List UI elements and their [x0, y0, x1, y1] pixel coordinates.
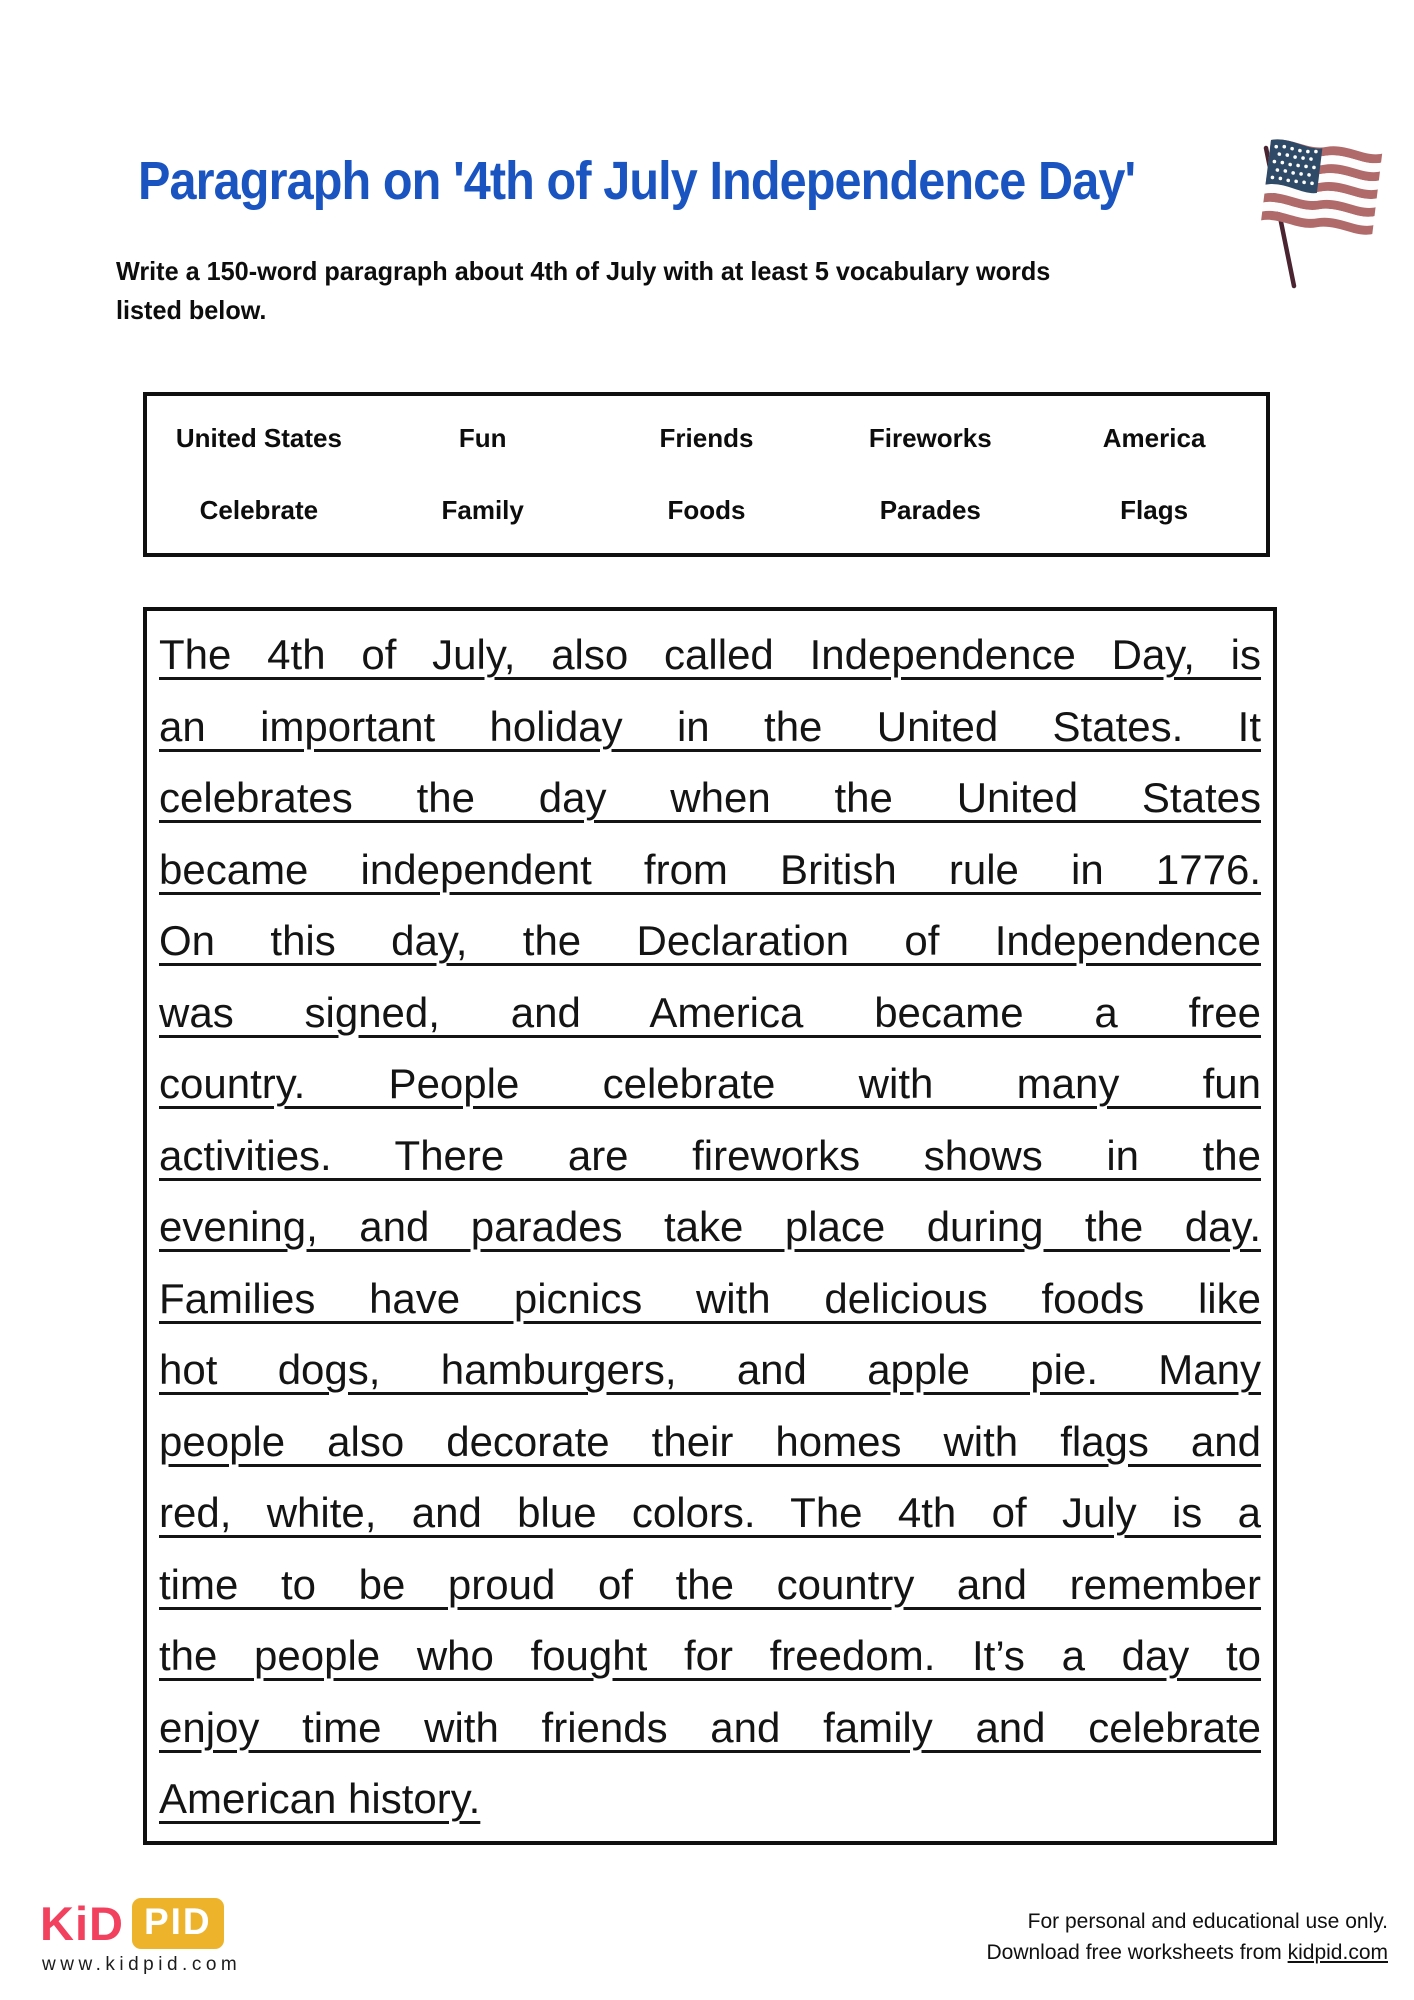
paragraph-line: Families have picnics with delicious foods like [159, 1274, 1261, 1322]
paragraph-line: red, white, and blue colors. The 4th of July is a [159, 1489, 1261, 1536]
vocab-word-fun: Fun [458, 422, 507, 453]
paragraph-line: evening, and parades take place during the day. [159, 1203, 1261, 1250]
page-title: Paragraph on '4th of July Independence Day' [138, 151, 1136, 211]
paragraph-line: celebrates the day when the United States [159, 774, 1261, 821]
vocabulary-box [143, 392, 1270, 557]
paragraph-line: became independent from British rule in 1776. [159, 845, 1261, 893]
usage-line-2-text: Download free worksheets from [986, 1941, 1288, 1964]
paragraph-line: people also decorate their homes with flags and [159, 1417, 1261, 1465]
paragraph-line: time to be proud of the country and remember [159, 1560, 1261, 1608]
kidpid-logo-pid: PID [132, 1898, 224, 1949]
website-url: www.kidpid.com [42, 1954, 242, 1975]
vocab-word-friends: Friends [659, 422, 754, 453]
paragraph-line: On this day, the Declaration of Independence [159, 917, 1261, 964]
kidpid-link[interactable]: kidpid.com [1287, 1941, 1388, 1964]
kidpid-logo [40, 1896, 224, 1951]
paragraph-answer-box [143, 607, 1277, 1845]
usage-note [986, 1906, 1388, 1968]
paragraph-line: hot dogs, hamburgers, and apple pie. Many [159, 1346, 1261, 1393]
paragraph-line: the people who fought for freedom. It’s a day to [159, 1632, 1261, 1679]
instructions [116, 252, 1067, 330]
vocab-word-flags: Flags [1120, 495, 1189, 526]
vocab-word-family: Family [441, 495, 524, 526]
paragraph-line: enjoy time with friends and family and celebrate [159, 1703, 1261, 1751]
vocab-word-foods: Foods [667, 495, 746, 526]
instructions-line-1: Write a 150-word paragraph about 4th of July with at least 5 vocabulary words [116, 256, 1051, 286]
vocab-word-united-states: United States [175, 422, 342, 453]
paragraph-line: an important holiday in the United States. It [159, 702, 1261, 750]
kidpid-logo-kid: KiD [40, 1897, 124, 1950]
usage-line-2 [986, 1937, 1388, 1968]
paragraph-line: American history. [159, 1775, 481, 1822]
vocab-word-celebrate: Celebrate [199, 495, 319, 526]
american-flag-icon [1254, 132, 1404, 292]
vocab-word-parades: Parades [879, 495, 981, 526]
paragraph-line: activities. There are fireworks shows in the [159, 1131, 1261, 1179]
paragraph-line: was signed, and America became a free [159, 988, 1261, 1036]
instructions-line-2: listed below. [116, 295, 267, 325]
paragraph-line: country. People celebrate with many fun [159, 1060, 1261, 1107]
vocab-word-america: America [1102, 422, 1206, 453]
paragraph-line: The 4th of July, also called Independence Day, is [159, 631, 1261, 678]
usage-line-1: For personal and educational use only. [1027, 1910, 1388, 1933]
vocab-word-fireworks: Fireworks [868, 422, 992, 453]
